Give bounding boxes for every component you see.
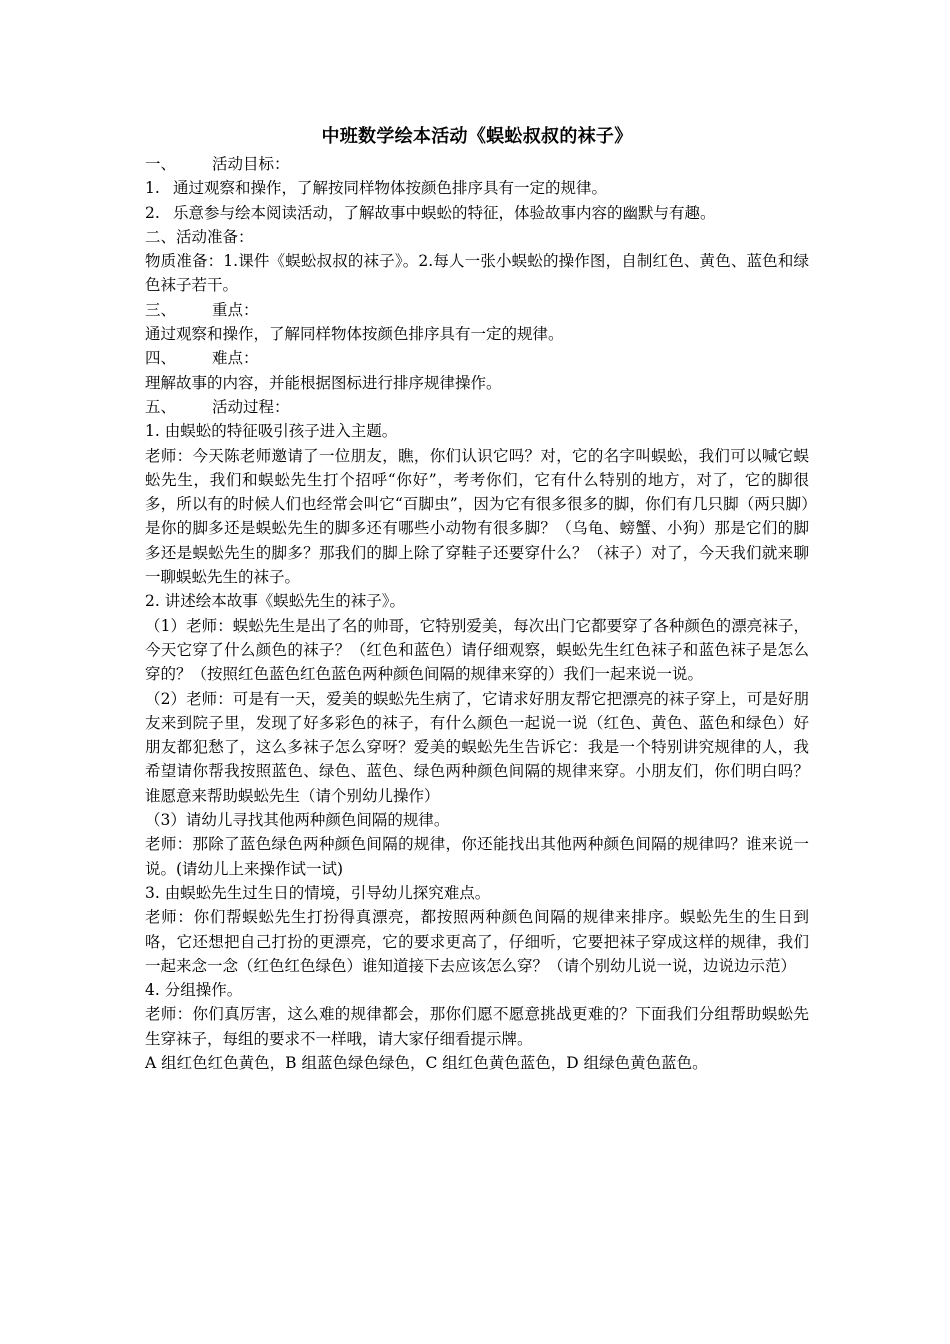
goal-text: 通过观察和操作，了解按同样物体按颜色排序具有一定的规律。 xyxy=(173,179,608,198)
section-number: 一、 xyxy=(145,155,177,173)
focus-text: 通过观察和操作，了解同样物体按颜色排序具有一定的规律。 xyxy=(145,325,564,344)
step-4-heading: 4. 分组操作。 xyxy=(145,981,243,1000)
step-4-groups: A 组红色红色黄色，B 组蓝色绿色绿色，C 组红色黄色蓝色，D 组绿色黄色蓝色。 xyxy=(145,1053,708,1072)
section-label: 活动目标： xyxy=(212,155,290,173)
prep-text: 物质准备：1.课件《蜈蚣叔叔的袜子》。2.每人一张小蜈蚣的操作图，自制红色、黄色、蓝色和绿色袜子若干。 xyxy=(145,252,809,295)
section-prep-heading: 二、活动准备： xyxy=(145,227,254,246)
section-number: 三、 xyxy=(145,300,177,319)
goal-number: 1. xyxy=(145,179,160,198)
step-2-paragraph-1: （1）老师：蜈蚣先生是出了名的帅哥，它特别爱美，每次出门它都要穿了各种颜色的漂亮袜子，今天它穿了什么颜色的袜子？（红色和蓝色）请仔细观察，蜈蚣先生红色袜子和蓝色袜子是怎么穿的？（按照红色蓝色红色蓝色两种颜色间隔的规律来穿的）我们一起来说一说。 xyxy=(145,616,809,684)
step-3-heading: 3. 由蜈蚣先生过生日的情境，引导幼儿探究难点。 xyxy=(145,883,491,902)
document-page xyxy=(145,123,809,1075)
step-2-heading: 2. 讲述绘本故事《蜈蚣先生的袜子》。 xyxy=(145,592,405,611)
goal-text: 乐意参与绘本阅读活动，了解故事中蜈蚣的特征，体验故事内容的幽默与有趣。 xyxy=(173,203,716,222)
section-number: 五、 xyxy=(145,397,177,416)
section-number: 四、 xyxy=(145,349,177,368)
step-3-text: 老师：你们帮蜈蚣先生打扮得真漂亮，都按照两种颜色间隔的规律来排序。蜈蚣先生的生日到咯，它还想把自己打扮的更漂亮，它的要求更高了，仔细听，它要把袜子穿成这样的规律，我们一起来念一念（红色红色绿色）谁知道接下去应该怎么穿？（请个别幼儿说一说，边说边示范） xyxy=(145,908,809,975)
goal-number: 2. xyxy=(145,203,160,222)
document-title: 中班数学绘本活动《蜈蚣叔叔的袜子》 xyxy=(321,126,633,147)
step-1-heading: 1. 由蜈蚣的特征吸引孩子进入主题。 xyxy=(145,422,398,441)
section-difficulty-heading xyxy=(145,346,809,370)
goal-item xyxy=(145,176,809,200)
step-2-paragraph-4: 老师：那除了蓝色绿色两种颜色间隔的规律，你还能找出其他两种颜色间隔的规律吗？谁来说一说。(请幼儿上来操作试一试) xyxy=(145,835,809,878)
step-1-text: 老师：今天陈老师邀请了一位朋友，瞧，你们认识它吗？对，它的名字叫蜈蚣，我们可以喊它蜈蚣先生，我们和蜈蚣先生打个招呼“你好”，考考你们，它有什么特别的地方，对了，它的脚很多，所以有的时候人们也经常会叫它“百脚虫”，因为它有很多很多的脚，你们有几只脚（两只脚）是你的脚多还是蜈蚣先生的脚多还有哪些小动物有很多脚？（乌龟、螃蟹、小狗）那是它们的脚多还是蜈蚣先生的脚多？那我们的脚上除了穿鞋子还要穿什么？（袜子）对了，今天我们就来聊一聊蜈蚣先生的袜子。 xyxy=(145,446,809,587)
step-2-paragraph-2: （2）老师：可是有一天，爱美的蜈蚣先生病了，它请求好朋友帮它把漂亮的袜子穿上，可是好朋友来到院子里，发现了好多彩色的袜子，有什么颜色一起说一说（红色、黄色、蓝色和绿色）好朋友都犯愁了，这么多袜子怎么穿呀？爱美的蜈蚣先生告诉它：我是一个特别讲究规律的人，我希望请你帮我按照蓝色、绿色、蓝色、绿色两种颜色间隔的规律来穿。小朋友们，你们明白吗？谁愿意来帮助蜈蚣先生（请个别幼儿操作） xyxy=(145,689,809,805)
section-label: 难点： xyxy=(212,349,259,368)
section-focus-heading xyxy=(145,298,809,322)
section-label: 活动过程： xyxy=(212,397,290,416)
step-2-paragraph-3: （3）请幼儿寻找其他两种颜色间隔的规律。 xyxy=(145,811,450,830)
section-label: 重点： xyxy=(212,300,259,319)
section-goals-heading xyxy=(145,152,809,176)
step-4-text: 老师：你们真厉害，这么难的规律都会，那你们愿不愿意挑战更难的？下面我们分组帮助蜈蚣先生穿袜子，每组的要求不一样哦，请大家仔细看提示牌。 xyxy=(145,1005,809,1048)
section-process-heading xyxy=(145,395,809,419)
difficulty-text: 理解故事的内容，并能根据图标进行排序规律操作。 xyxy=(145,373,502,392)
goal-item xyxy=(145,201,809,225)
